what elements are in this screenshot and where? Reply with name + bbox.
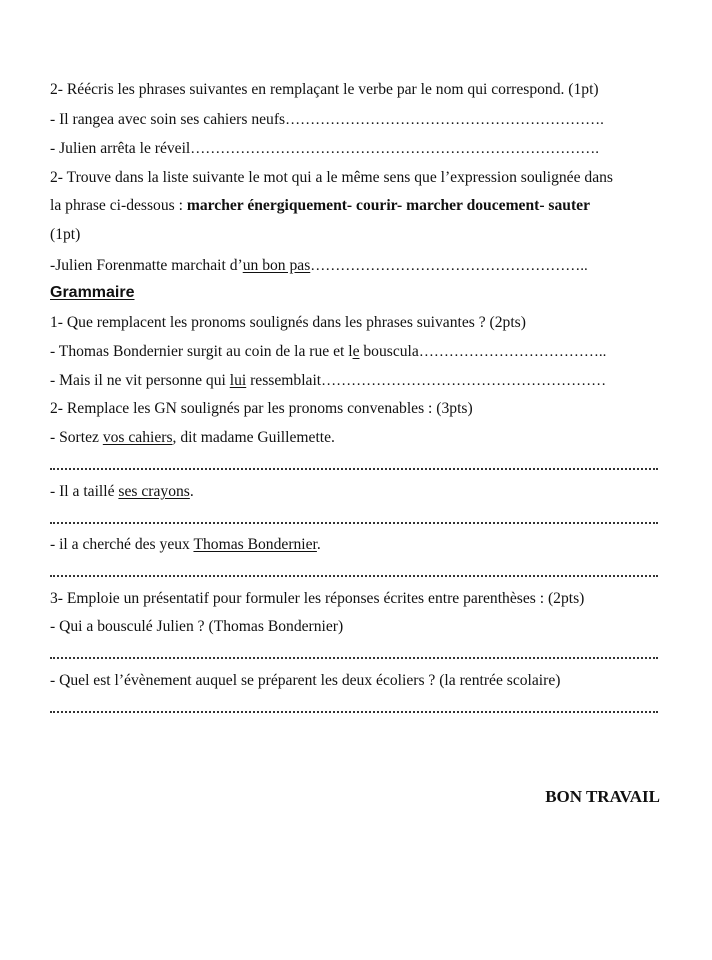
sentence-text: -Julien Forenmatte marchait d’ (50, 257, 243, 274)
vocab-q2-instruction: 2- Réécris les phrases suivantes en remplaçant le verbe par le nom qui correspond. (1pt) (50, 81, 599, 98)
sentence-text: - Julien arrêta le réveil (50, 140, 191, 157)
sentence-text: . (189, 483, 194, 500)
grammar-q2-sentence-1 (50, 428, 662, 448)
closing-text: BON TRAVAIL (545, 787, 660, 806)
answer-dots[interactable]: ………………………………………………………………………. (190, 141, 600, 157)
sentence-text: ressemblait (246, 372, 322, 389)
grammar-q3-instruction: 3- Emploie un présentatif pour formuler les réponses écrites entre parenthèses : (2pts) (50, 590, 585, 607)
section-heading-grammaire: Grammaire (50, 284, 135, 301)
sentence-text: - Sortez (50, 429, 103, 446)
sentence-text: - Il rangea avec soin ses cahiers neufs (50, 111, 286, 128)
vocab-q3-sentence (50, 256, 662, 276)
underlined-pronoun: lui (229, 372, 247, 389)
sentence-text: - Il a taillé (50, 483, 119, 500)
grammar-q2-sentence-3 (50, 535, 662, 555)
answer-dots[interactable]: ………………………………………………………. (285, 112, 604, 128)
grammar-q1-sentence-1 (50, 342, 662, 362)
answer-line[interactable] (50, 504, 658, 524)
answer-line[interactable] (50, 557, 658, 577)
grammar-q1-sentence-2 (50, 371, 662, 391)
sentence-text: , dit madame Guillemette. (172, 429, 335, 446)
sentence-text: . (316, 536, 321, 553)
sentence-text: - Thomas Bondernier surgit au coin de la rue et l (50, 343, 353, 360)
underlined-gn: ses crayons (118, 483, 190, 500)
grammar-q2-sentence-2 (50, 482, 662, 502)
underlined-gn: Thomas Bondernier (193, 536, 317, 553)
vocab-q3-instruction-line-2 (50, 196, 662, 216)
grammar-q1-instruction: 1- Que remplacent les pronoms soulignés dans les phrases suivantes ? (2pts) (50, 314, 526, 331)
answer-line[interactable] (50, 693, 658, 713)
grammar-q2-instruction: 2- Remplace les GN soulignés par les pronoms convenables : (3pts) (50, 400, 473, 417)
vocab-q2-sentence-2 (50, 139, 662, 159)
word-list: marcher énergiquement- courir- marcher doucement- sauter (186, 197, 591, 214)
vocab-q2-sentence-1 (50, 110, 662, 130)
vocab-q3-instruction-line-1: 2- Trouve dans la liste suivante le mot qui a le même sens que l’expression soulignée dans (50, 169, 614, 186)
answer-line[interactable] (50, 450, 658, 470)
underlined-pronoun: e (352, 343, 360, 360)
instruction-text: la phrase ci-dessous : (50, 197, 187, 214)
answer-line[interactable] (50, 639, 658, 659)
underlined-expression: un bon pas (242, 257, 311, 274)
sentence-text: bouscula (359, 343, 419, 360)
vocab-q3-points: (1pt) (50, 226, 81, 243)
grammar-q3-sentence-2: - Quel est l’évènement auquel se préparent les deux écoliers ? (la rentrée scolaire) (50, 672, 561, 689)
grammar-q3-sentence-1: - Qui a bousculé Julien ? (Thomas Bondernier) (50, 618, 344, 635)
underlined-gn: vos cahiers (102, 429, 173, 446)
answer-dots[interactable]: ………………………………………………… (321, 373, 607, 389)
sentence-text: - il a cherché des yeux (50, 536, 194, 553)
answer-dots[interactable]: ……………………………………………….. (310, 258, 588, 274)
sentence-text: - Mais il ne vit personne qui (50, 372, 230, 389)
answer-dots[interactable]: ……………………………….. (418, 344, 607, 360)
